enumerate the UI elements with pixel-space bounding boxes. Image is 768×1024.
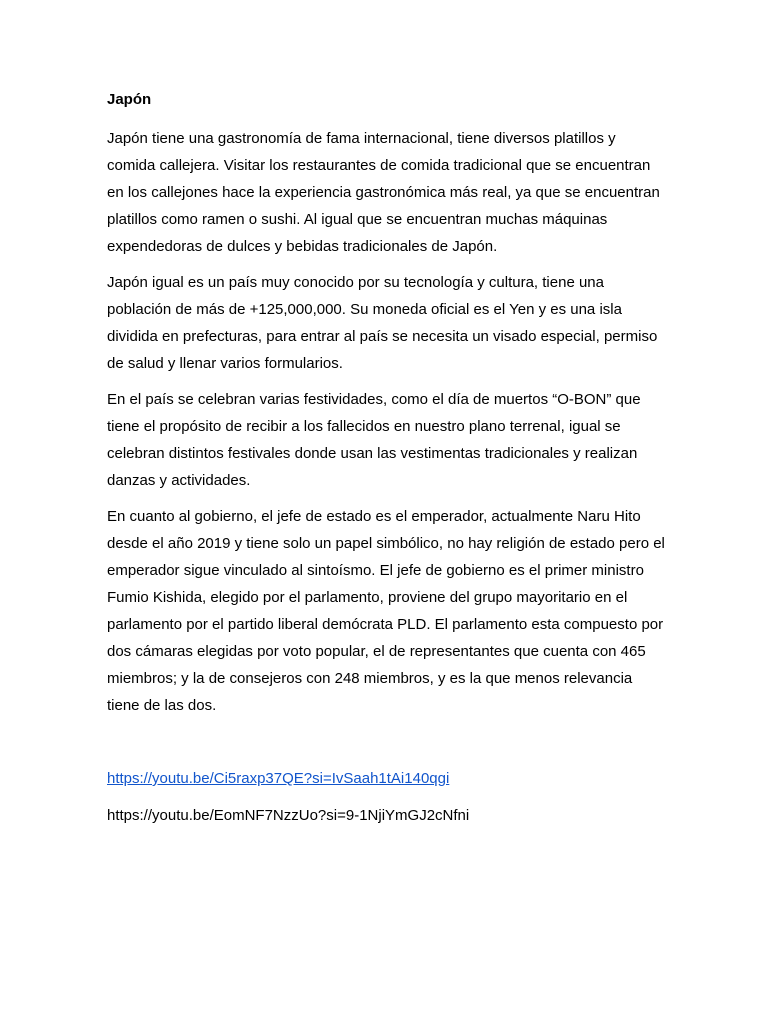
paragraph-festivities: En el país se celebran varias festividades, como el día de muertos “O-BON” que tiene el propósito de recibir a los fallecidos en nuestro plano terrenal, igual se celebran distintos festivales donde usan las vestimentas tradicionales y realizan danzas y actividades. [107, 391, 641, 489]
paragraph-technology-culture: Japón igual es un país muy conocido por su tecnología y cultura, tiene una población de más de +125,000,000. Su moneda oficial es el Yen y es una isla dividida en prefecturas, para entrar al país se necesita un visado especial, permiso de salud y llenar varios formularios. [107, 274, 658, 372]
document-body [107, 90, 667, 829]
document-title: Japón [107, 91, 152, 108]
video-link-1[interactable]: https://youtu.be/Ci5raxp37QE?si=IvSaah1tAi140qgi [107, 770, 450, 787]
paragraph-gastronomy: Japón tiene una gastronomía de fama internacional, tiene diversos platillos y comida callejera. Visitar los restaurantes de comida tradicional que se encuentran en los callejones hace la experiencia gastronómica más real, ya que se encuentran platillos como ramen o sushi. Al igual que se encuentran muchas máquinas expendedoras de dulces y bebidas tradicionales de Japón. [107, 130, 660, 255]
video-link-2: https://youtu.be/EomNF7NzzUo?si=9-1NjiYmGJ2cNfni [107, 807, 470, 824]
paragraph-government: En cuanto al gobierno, el jefe de estado es el emperador, actualmente Naru Hito desde el año 2019 y tiene solo un papel simbólico, no hay religión de estado pero el emperador sigue vinculado al sintoísmo. El jefe de gobierno es el primer ministro Fumio Kishida, elegido por el parlamento, proviene del grupo mayoritario en el parlamento por el partido liberal demócrata PLD. El parlamento esta compuesto por dos cámaras elegidas por voto popular, el de representantes que cuenta con 465 miembros; y la de consejeros con 248 miembros, y es la que menos relevancia tiene de las dos. [107, 508, 665, 714]
blank-line [107, 728, 667, 765]
